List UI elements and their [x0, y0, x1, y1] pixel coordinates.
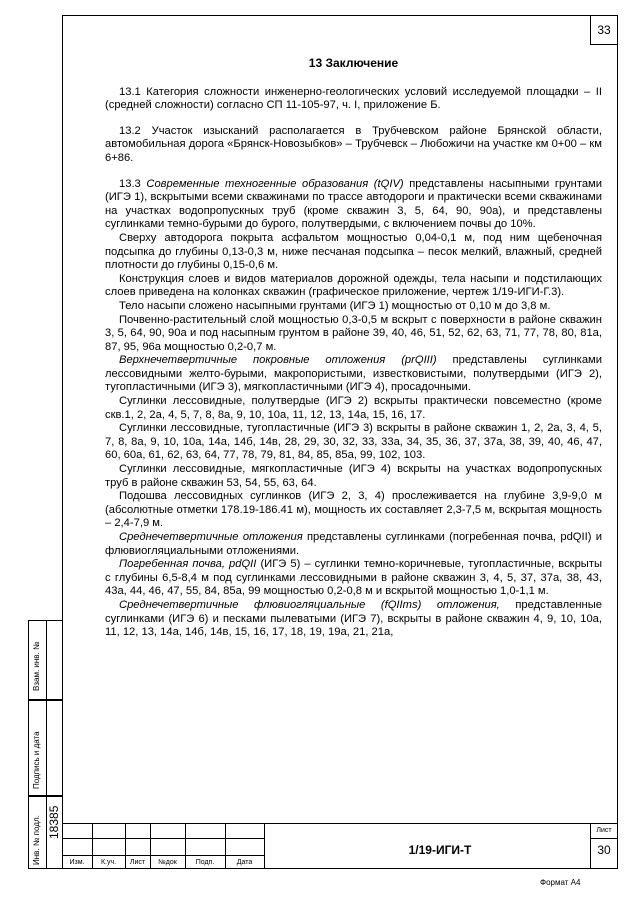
paragraph-13-3-rest: представлены насыпными грунтами (ИГЭ 1), вскрытыми всеми скважинами по трассе автодороги и практически всеми скважинами на участках водопропускных труб (кроме скважин 3, 5, 64, 90, 90а), и представлены суглинками темно-бурыми до бурого, полутвердыми, с включением почвы до 10%. — [105, 177, 602, 231]
paragraph-embankment: Тело насыпи сложено насыпными грунтами (ИГЭ 1) мощностью от 0,10 м до 3,8 м. — [119, 299, 551, 312]
paragraph-ige4: Суглинки лессовидные, мягкопластичные (ИГЭ 4) вскрыты на участках водопропускных труб в районе скважин 53, 54, 55, 63, 64. — [105, 463, 602, 489]
document-code: 1/19-ИГИ-Т — [408, 843, 472, 857]
document-body — [105, 57, 602, 640]
paragraph-13-3 — [105, 178, 602, 232]
page-number-top: 33 — [590, 15, 618, 45]
buried-soil-emphasis: Погребенная почва, pdQII — [119, 558, 257, 571]
paragraph-construction: Конструкция слоев и видов материалов дорожной одежды, тела насыпи и подстилающих слоев приведена на колонках скважин (графическое приложение, чертеж 1/19-ИГИ-Г.3). — [105, 272, 602, 299]
paragraph-13-3-lead: 13.3 — [119, 177, 147, 190]
paragraph-buried-soil — [105, 558, 602, 599]
middle-quaternary-emphasis: Среднечетвертичные отложения — [119, 531, 303, 543]
format-label: Формат А4 — [540, 878, 581, 887]
sheet-label: Лист — [596, 827, 612, 834]
upper-quaternary-rest: представлены суглинками лессовидными желто-бурыми, макропористыми, известковистыми, полутвердыми (ИГЭ 2), тугопластичными (ИГЭ 3), мягкопластичными (ИГЭ 4), просадочными. — [105, 354, 602, 394]
fluvioglacial-rest: представленные суглинками (ИГЭ 6) и песками пылеватыми (ИГЭ 7), вскрыты в районе скважин 4, 9, 10, 10а, 11, 12, 13, 14а, 14б, 14в, 15, 16, 17, 18, 19, 19а, 21, 21а, — [105, 598, 602, 639]
stamp-vzam-label: Взам. инв. № — [32, 641, 41, 691]
paragraph-soil-layer: Почвенно-растительный слой мощностью 0,3-0,5 м вскрыт с поверхности в районе скважин 3, 5, 64, 90, 90а и под насыпным грунтом в районе 39, 40, 46, 51, 52, 62, 63, 71, 77, 78, 80, 81а, 87, 95, 96а мощностью 0,2-0,7 м. — [105, 313, 602, 353]
paragraph-fluvioglacial — [105, 599, 602, 640]
stamp-inv — [28, 796, 62, 869]
title-block-top-line — [62, 823, 618, 824]
label-list: Лист — [129, 859, 146, 866]
paragraph-asphalt: Сверху автодорога покрыта асфальтом мощностью 0,04-0,1 м, под ним щебеночная подсыпка до глубины 0,13-0,3 м, ниже песчаная подсыпка – песок мелкий, влажный, средней плотности до глубины 0,15-0,6 м. — [105, 231, 602, 272]
buried-soil-rest: (ИГЭ 5) – суглинки темно-коричневые, тугопластичные, вскрыты с глубины 6,5-8,4 м под суглинками лессовидными в районе скважин 3, 4, 5, 37, 37а, 38, 43, 43а, 44, 46, 47, 55, 84, 85а, 99 мощностью 0,2-0,8 м и вскрытой мощностью 1,0-1,1 м. — [105, 558, 603, 598]
paragraph-13-2: 13.2 Участок изысканий располагается в Трубчевском районе Брянской области, автомобильная дорога «Брянск-Новозыбков» – Трубчевск – Любожичи на участке км 0+00 – км 6+86. — [105, 124, 602, 164]
sheet-cell-line — [590, 838, 618, 839]
stamp-divider — [46, 701, 47, 795]
label-data: Дата — [236, 859, 253, 866]
paragraph-upper-quaternary — [105, 354, 602, 395]
paragraph-ige2: Суглинки лессовидные, полутвердые (ИГЭ 2) вскрыты практически повсеместно (кроме скв.1, 2, 2а, 4, 5, 7, 8, 8а, 9, 10, 10а, 11, 12, 13, 14а, 15, 16, 17. — [105, 395, 602, 421]
paragraph-13-1: 13.1 Категория сложности инженерно-геологических условий исследуемой площадки – II (средней сложности) согласно СП 11-105-97, ч. I, приложение Б. — [105, 85, 602, 112]
paragraph-loess-base: Подошва лессовидных суглинков (ИГЭ 2, 3, 4) прослеживается на глубине 3,9-9,0 м (абсолютные отметки 178.19-186.41 м), мощность их составляет 2,3-7,5 м, вскрытая мощность – 2,4-7,9 м. — [105, 490, 602, 530]
upper-quaternary-emphasis: Верхнечетвертичные покровные отложения (prQIII) — [119, 354, 437, 367]
fluvioglacial-emphasis: Среднечетвертичные флювиогляциальные (fQIIms) отложения, — [119, 598, 500, 611]
label-ndok: №док — [158, 859, 177, 866]
paragraph-middle-quaternary — [105, 531, 602, 558]
stamp-divider — [46, 621, 47, 699]
label-kuch: К.уч. — [100, 859, 117, 866]
paragraph-13-3-emphasis: Современные техногенные образования (tQIV) — [146, 177, 404, 190]
stamp-podpis-label: Подпись и дата — [32, 731, 41, 789]
stamp-inv-label: Инв. № подл. — [32, 815, 41, 865]
section-title: 13 Заключение — [308, 56, 399, 70]
paragraph-ige3: Суглинки лессовидные, тугопластичные (ИГЭ 3) вскрыты в районе скважин 1, 2, 2а, 3, 4, 5, 7, 8, 8а, 9, 10, 10а, 14а, 14б, 14в, 28, 29, 30, 32, 33, 33а, 34, 35, 36, 37, 37а, 38, 39, 40, 46, 47, 60, 60а, 61, 62, 63, 64, 77, 78, 79, 81, 84, 85, 85а, 99, 102, 103. — [105, 422, 602, 462]
label-izm: Изм. — [69, 859, 85, 866]
stamp-inv-number: 18385 — [47, 805, 61, 839]
middle-quaternary-rest: представлены суглинками (погребенная почва, pdQII) и флювиогляциальными отложениями. — [105, 531, 602, 557]
stamp-vzam — [28, 620, 62, 700]
stamp-podpis — [28, 700, 62, 796]
sheet-number: 30 — [597, 843, 611, 857]
label-podp: Подп. — [195, 859, 215, 866]
title-block-col-line — [264, 823, 265, 869]
